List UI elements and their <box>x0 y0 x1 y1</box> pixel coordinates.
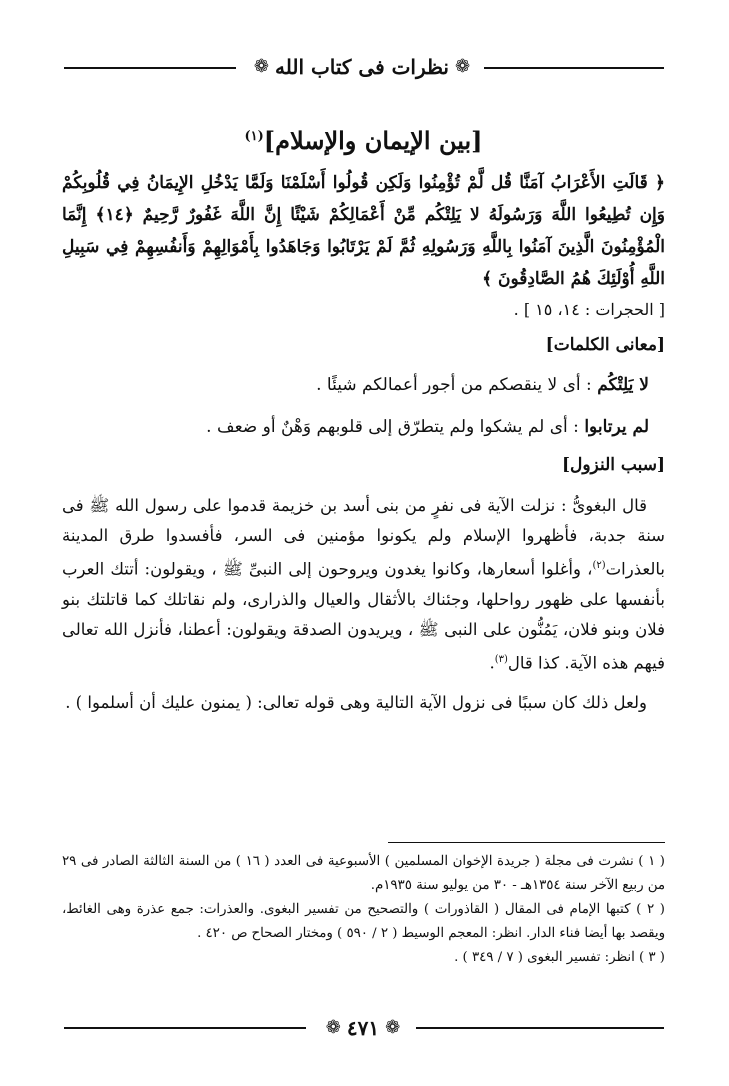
footnote-separator <box>388 842 665 843</box>
reason-text-part1: قال البغوىُّ : نزلت الآية فى نفرٍ من بنى أسد بن خزيمة قدموا على رسول الله ﷺ فى سنة جدبة، فأظهروا الإسلام ولم يكونوا مؤمنين فى السر، فأفسدوا طرق المدينة بالعذرات <box>62 496 665 579</box>
page-number: ٤٧١ <box>346 1016 380 1040</box>
section-title-text: [بين الإيمان والإسلام] <box>263 126 483 155</box>
footnote-marker-3: (٣) <box>494 653 508 665</box>
vocab-item <box>62 371 665 399</box>
ornament-right-icon: ❁ <box>385 1017 401 1038</box>
footnote-1: ( ١ ) نشرت فى مجلة ( جريدة الإخوان المسلمين ) الأسبوعية فى العدد ( ١٦ ) من السنة الثالثة الصادر فى ٢٩ من ربيع الآخر سنة ١٣٥٤هـ - ٣٠ من يوليو سنة ١٩٣٥م. <box>62 854 665 893</box>
footer-rule-left <box>64 1027 306 1029</box>
header-rule-left <box>64 67 236 69</box>
reason-paragraph <box>62 491 665 678</box>
page-footer <box>64 1008 664 1048</box>
vocab-term: لم يرتابوا <box>584 417 649 437</box>
section-title <box>62 126 665 155</box>
vocab-meaning: : أى لا ينقصكم من أجور أعمالكم شيئًا . <box>316 375 592 395</box>
reason-text-part3: . <box>489 653 495 672</box>
footnote-marker-2: (٢) <box>592 560 606 571</box>
ornament-right-icon: ❁ <box>455 56 471 77</box>
reason-heading: [سبب النزول] <box>561 455 665 475</box>
quran-verse: ﴿ قَالَتِ الأَعْرَابُ آمَنَّا قُل لَّمْ تُؤْمِنُوا وَلَكِن قُولُوا أَسْلَمْنَا وَلَمَّا يَدْخُلِ الإِيمَانُ فِي قُلُوبِكُمْ وَإِن تُطِيعُوا اللَّهَ وَرَسُولَهُ لا يَلِتْكُم مِّنْ أَعْمَالِكُمْ شَيْئًا إِنَّ اللَّهَ غَفُورٌ رَّحِيمٌ ﴿١٤﴾ إِنَّمَا الْمُؤْمِنُونَ الَّذِينَ آمَنُوا بِاللَّهِ وَرَسُولِهِ ثُمَّ لَمْ يَرْتَابُوا وَجَاهَدُوا بِأَمْوَالِهِمْ وَأَنفُسِهِمْ فِي سَبِيلِ اللَّهِ أُوْلَئِكَ هُمُ الصَّادِقُونَ ﴾ <box>62 173 665 289</box>
header-rule-right <box>484 67 664 69</box>
reason-paragraph-2: ولعل ذلك كان سببًا فى نزول الآية التالية وهى قوله تعالى: ( يمنون عليك أن أسلموا ) . <box>65 693 647 712</box>
section-title-footnote-marker: (١) <box>244 129 264 144</box>
footnotes <box>62 850 665 970</box>
reason-text-part2: ، وأغلوا أسعارها، وكانوا يغدون ويروحون إلى النبىِّ ﷺ ، ويقولون: أتتك العرب بأنفسها على ظهور رواحلها، وجئناك بالأثقال والعيال والذرارى، ولم نقاتلك كما قاتلتك بنو فلان وبنو فلان، يَمُنُّون على النبى ﷺ ، ويريدون الصدقة ويقولون: أعطنا، فأنزل الله تعالى فيهم هذه الآية. كذا قال <box>62 559 665 672</box>
verse-reference: [ الحجرات : ١٤، ١٥ ] . <box>513 300 665 319</box>
ornament-left-icon: ❁ <box>325 1017 341 1038</box>
footnote-2: ( ٢ ) كتبها الإمام فى المقال ( القاذورات ) والتصحيح من تفسير البغوى. والعذرات: جمع عذرة وهى الغائط، ويقصد بها أيضا فناء الدار. انظر: المعجم الوسيط ( ٢ / ٥٩٠ ) ومختار الصحاح ص ٤٢٠ . <box>62 902 665 941</box>
running-title: نظرات فى كتاب الله <box>275 55 449 79</box>
page-header <box>64 50 664 84</box>
ornament-left-icon: ❁ <box>253 56 270 77</box>
footer-rule-right <box>416 1027 664 1029</box>
main-content <box>62 126 665 728</box>
page-number-group <box>310 1008 416 1048</box>
vocab-term: لا يَلِتْكُم <box>597 375 649 395</box>
header-title-group <box>240 50 484 84</box>
vocab-meaning: : أى لم يشكوا ولم يتطرّق إلى قلوبهم وَهْنٌ أو ضعف . <box>206 417 579 437</box>
vocab-heading: [معانى الكلمات] <box>545 335 665 355</box>
footnote-3: ( ٣ ) انظر: تفسير البغوى ( ٧ / ٣٤٩ ) . <box>454 950 665 965</box>
vocab-item <box>62 413 665 441</box>
